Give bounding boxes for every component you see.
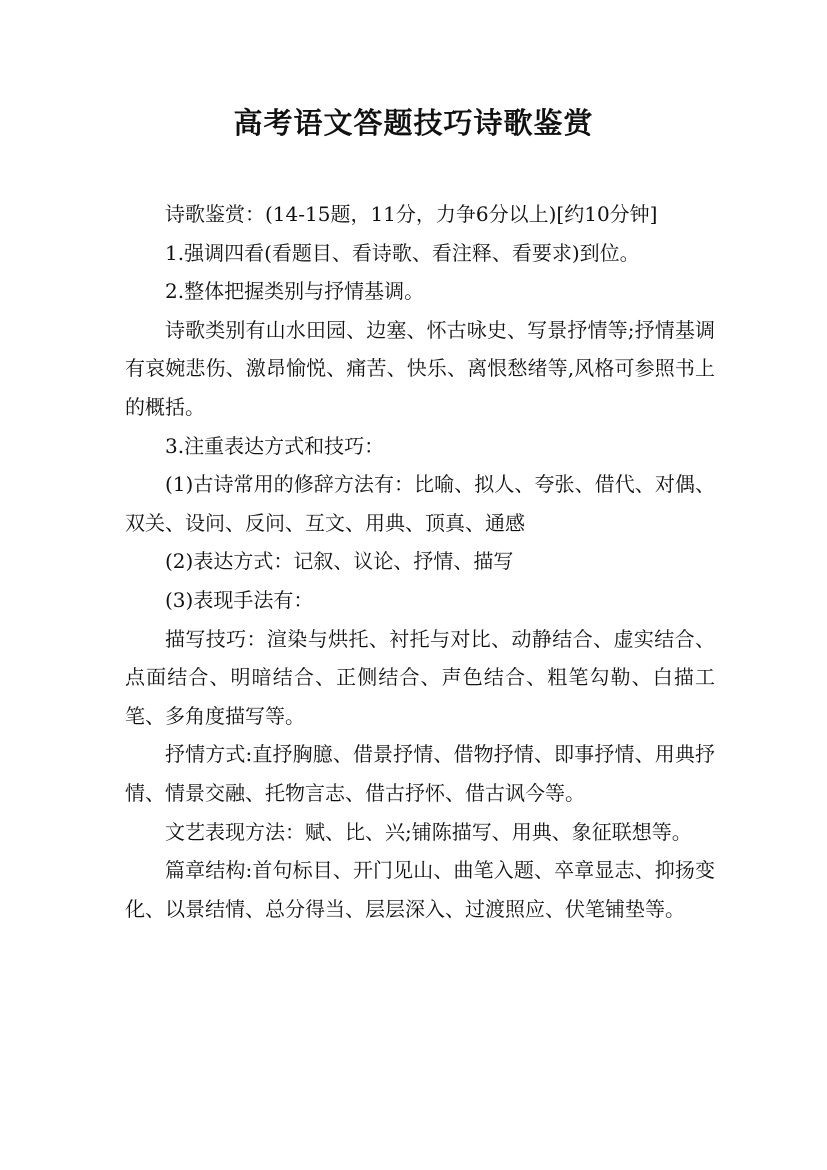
paragraph-literary-methods: 文艺表现方法：赋、比、兴;铺陈描写、用典、象征联想等。	[165, 819, 692, 844]
paragraph-overall-grasp: 2.整体把握类别与抒情基调。	[165, 279, 425, 304]
paragraph-structure: 篇章结构:首句标目、开门见山、曲笔入题、卒章显志、抑扬变化、以景结情、总分得当、层层深入、过渡照应、伏笔铺垫等。	[125, 858, 715, 921]
paragraph-expression-modes: (2)表达方式：记叙、议论、抒情、描写	[165, 549, 514, 574]
document-body	[125, 195, 715, 928]
paragraph-description-skills: 描写技巧：渲染与烘托、衬托与对比、动静结合、虚实结合、点面结合、明暗结合、正侧结合、声色结合、粗笔勾勒、白描工笔、多角度描写等。	[125, 626, 715, 728]
document-title: 高考语文答题技巧诗歌鉴赏	[233, 106, 594, 140]
paragraph-presentation-methods: (3)表现手法有：	[165, 587, 314, 612]
paragraph-rhetoric: (1)古诗常用的修辞方法有：比喻、拟人、夸张、借代、对偶、双关、设问、反问、互文、用典、顶真、通感	[125, 472, 715, 535]
paragraph-four-looks: 1.强调四看(看题目、看诗歌、看注释、看要求)到位。	[165, 240, 640, 265]
paragraph-intro: 诗歌鉴赏：(14-15题，11分，力争6分以上)[约10分钟]	[165, 202, 658, 226]
paragraph-expression-techniques: 3.注重表达方式和技巧：	[165, 433, 385, 458]
paragraph-poem-categories: 诗歌类别有山水田园、边塞、怀古咏史、写景抒情等;抒情基调有哀婉悲伤、激昂愉悦、痛苦、快乐、离恨愁绪等,风格可参照书上的概括。	[125, 317, 715, 419]
paragraph-lyric-modes: 抒情方式:直抒胸臆、借景抒情、借物抒情、即事抒情、用典抒情、情景交融、托物言志、借古抒怀、借古讽今等。	[125, 742, 715, 805]
